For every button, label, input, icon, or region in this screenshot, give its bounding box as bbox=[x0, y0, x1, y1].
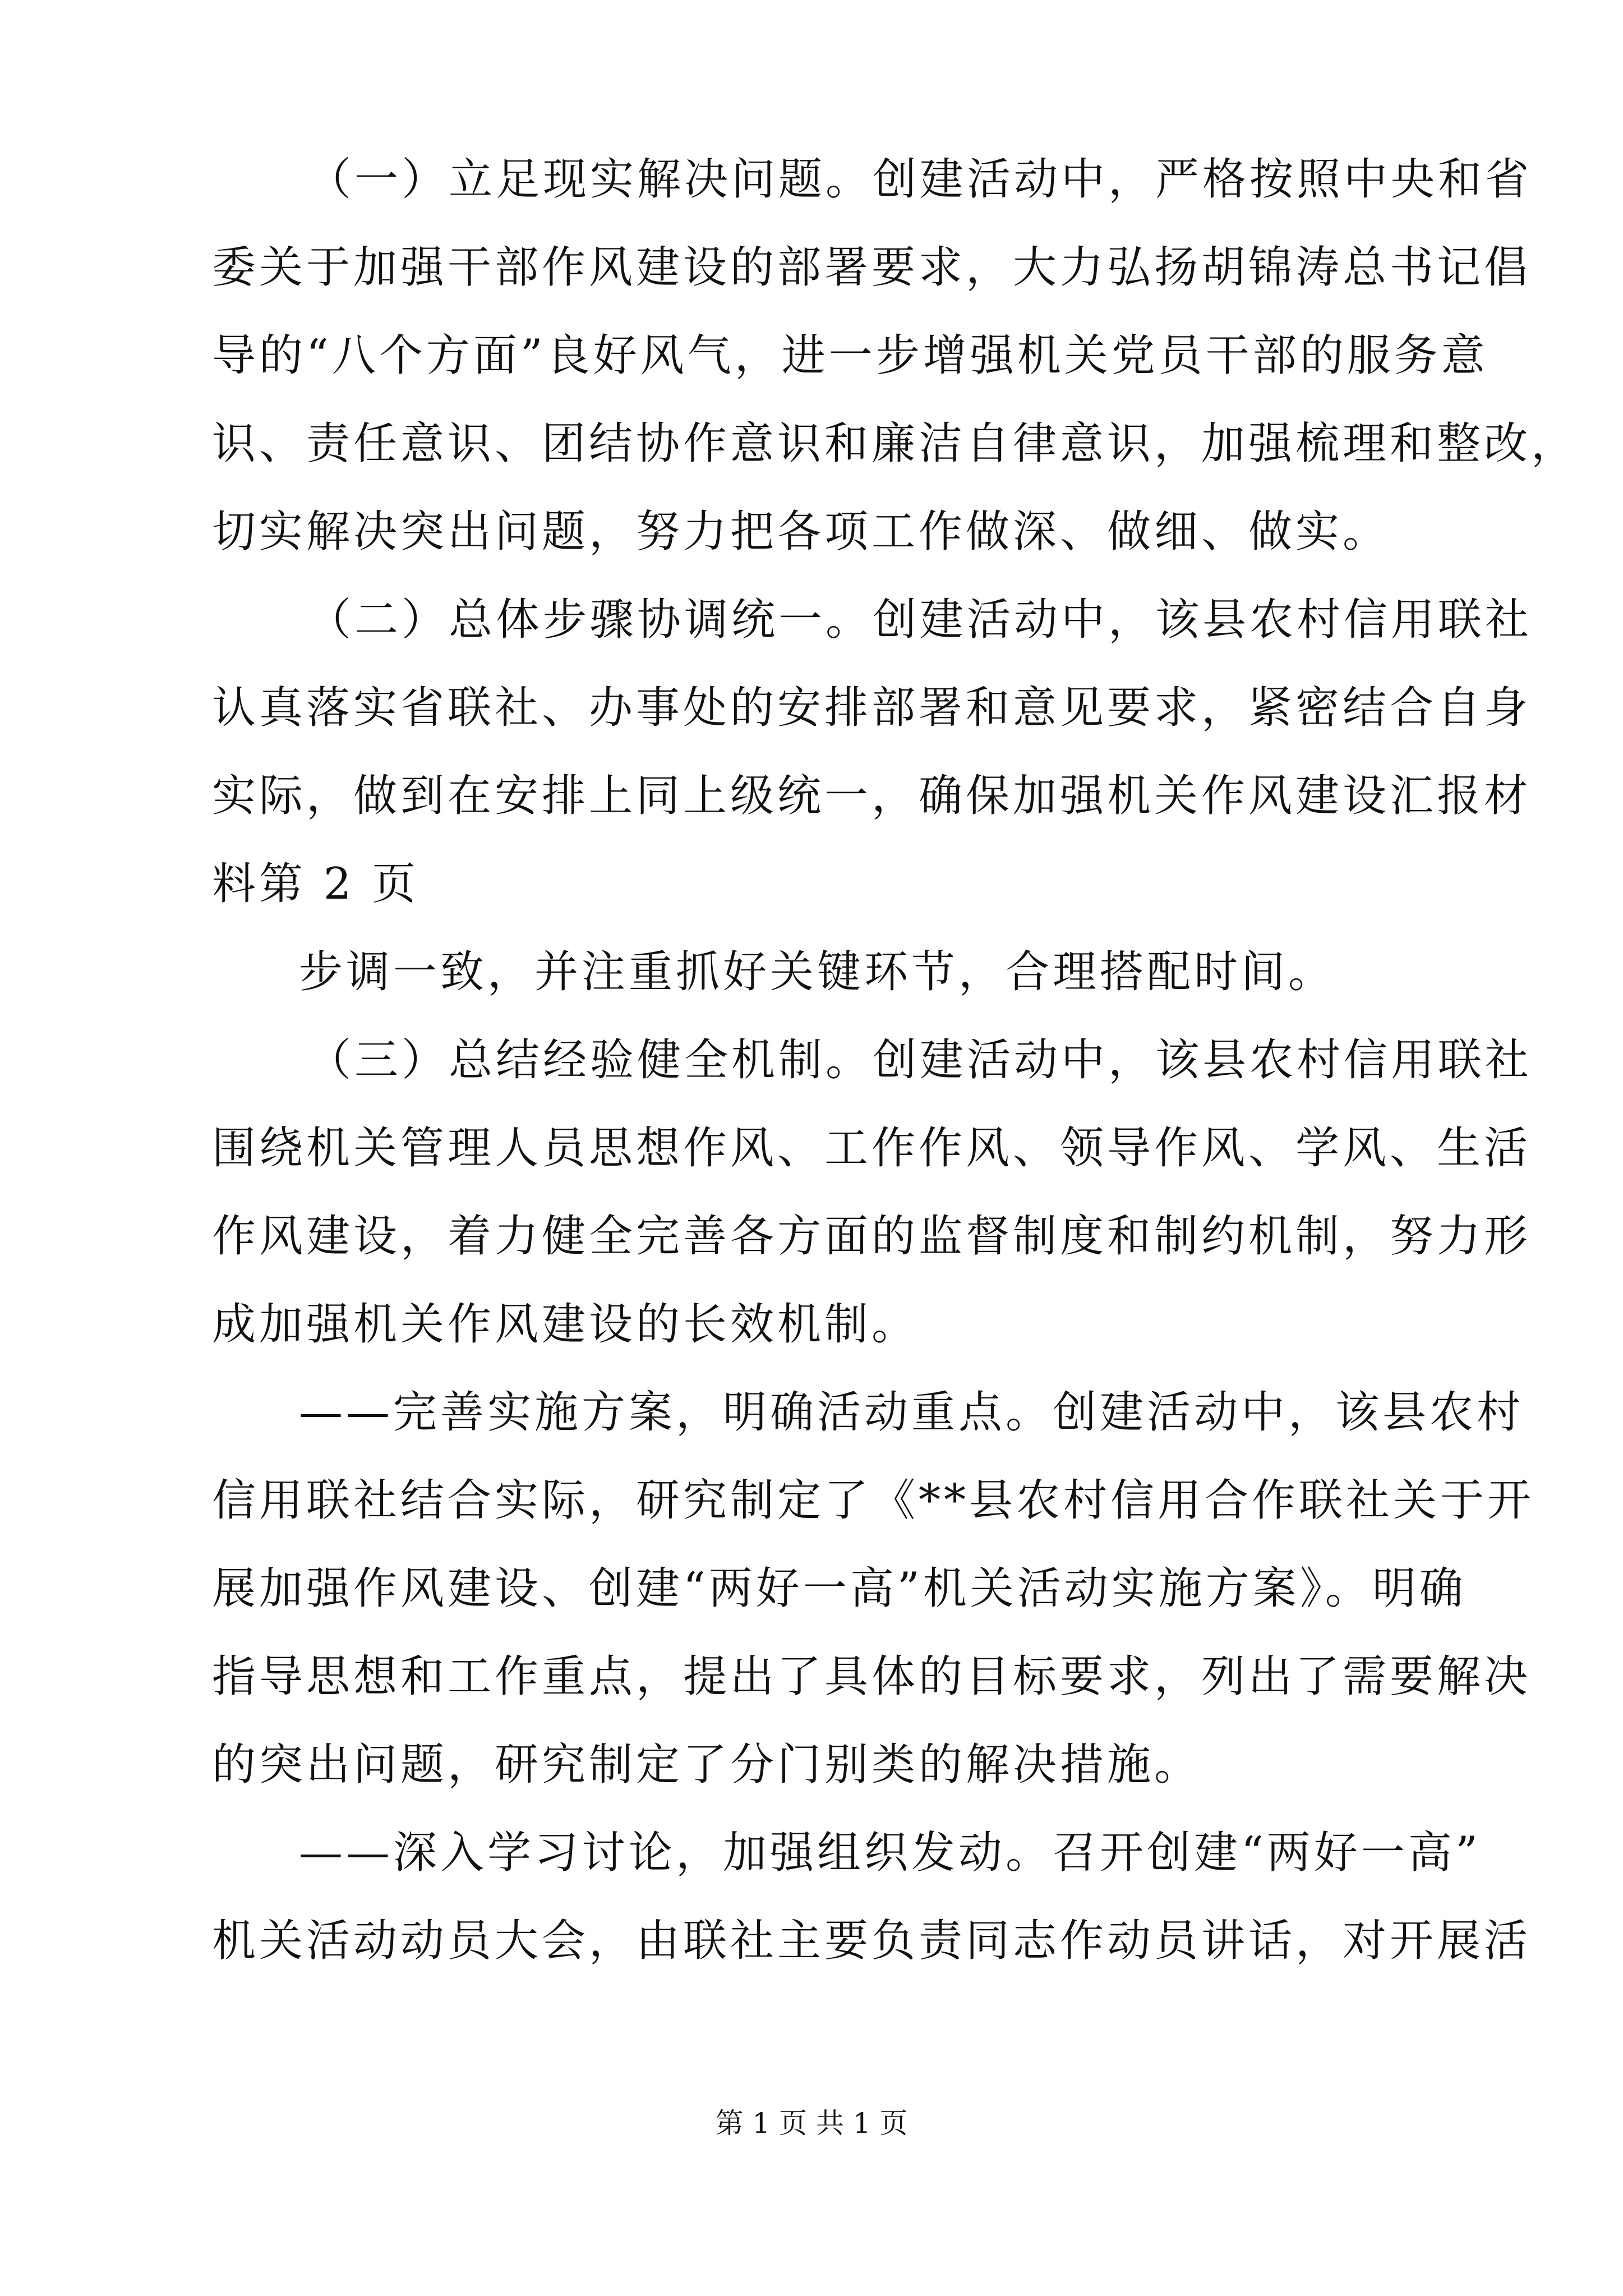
page-footer: 第 1 页 共 1 页 bbox=[715, 2107, 908, 2139]
text-line: 认真落实省联社、办事处的安排部署和意见要求，紧密结合自身 bbox=[212, 683, 1532, 733]
text-line: 机关活动动员大会，由联社主要负责同志作动员讲话，对开展活 bbox=[212, 1916, 1532, 1966]
text-line: 的突出问题，研究制定了分门别类的解决措施。 bbox=[212, 1740, 1202, 1790]
text-line: 作风建设，着力健全完善各方面的监督制度和制约机制，努力形 bbox=[212, 1211, 1532, 1262]
text-line: 切实解决突出问题，努力把各项工作做深、做细、做实。 bbox=[212, 507, 1390, 557]
text-line: ——深入学习讨论，加强组织发动。召开创建“两好一高” bbox=[299, 1828, 1481, 1878]
text-line: 实际，做到在安排上同上级统一，确保加强机关作风建设汇报材 bbox=[212, 771, 1532, 821]
text-line: 委关于加强干部作风建设的部署要求，大力弘扬胡锦涛总书记倡 bbox=[212, 242, 1532, 293]
text-line: 步调一致，并注重抓好关键环节，合理搭配时间。 bbox=[299, 947, 1336, 997]
text-line: ——完善实施方案，明确活动重点。创建活动中，该县农村 bbox=[299, 1387, 1524, 1438]
text-line: 展加强作风建设、创建“两好一高”机关活动实施方案》。明确 bbox=[212, 1563, 1467, 1614]
text-line: 料第 2 页 bbox=[212, 859, 419, 909]
text-line: （二）总体步骤协调统一。创建活动中，该县农村信用联社 bbox=[307, 595, 1533, 645]
text-line: 识、责任意识、团结协作意识和廉洁自律意识，加强梳理和整改， bbox=[212, 418, 1579, 469]
text-line: 指导思想和工作重点，提出了具体的目标要求，列出了需要解决 bbox=[212, 1651, 1532, 1702]
text-line: 信用联社结合实际，研究制定了《**县农村信用合作联社关于开 bbox=[212, 1475, 1535, 1526]
text-line: 成加强机关作风建设的长效机制。 bbox=[212, 1299, 919, 1350]
text-line: 围绕机关管理人员思想作风、工作作风、领导作风、学风、生活 bbox=[212, 1123, 1532, 1174]
text-line: （三）总结经验健全机制。创建活动中，该县农村信用联社 bbox=[307, 1035, 1533, 1085]
text-line: （一）立足现实解决问题。创建活动中，严格按照中央和省 bbox=[307, 154, 1533, 205]
text-line: 导的“八个方面”良好风气，进一步增强机关党员干部的服务意 bbox=[212, 330, 1488, 381]
